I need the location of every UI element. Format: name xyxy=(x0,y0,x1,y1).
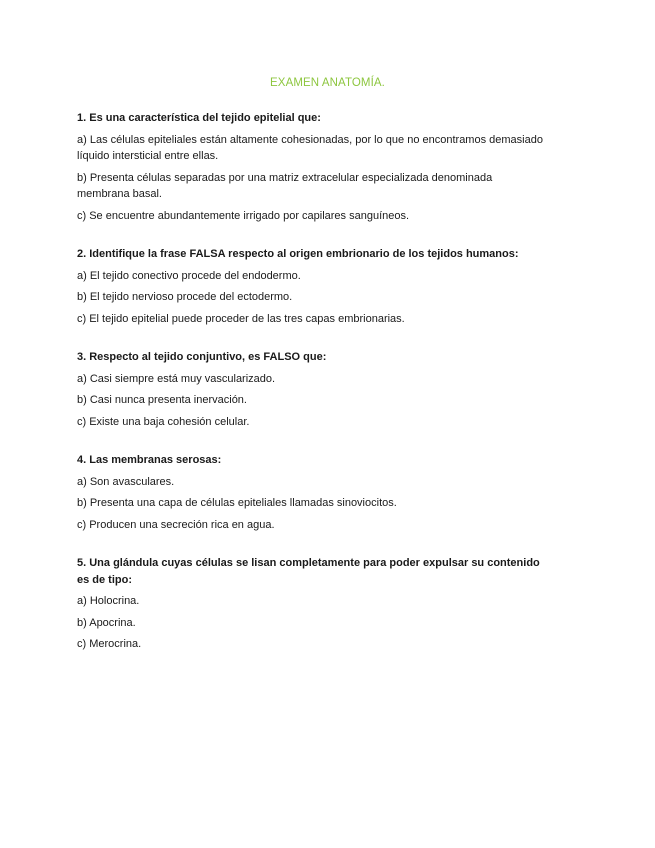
question-text: 4. Las membranas serosas: xyxy=(77,454,222,466)
question-1 xyxy=(77,110,547,224)
questions-list xyxy=(77,110,547,675)
answer-option-a: a) Casi siempre está muy vascularizado. xyxy=(77,372,276,385)
answer-option-c: c) Producen una secreción rica en agua. xyxy=(77,518,275,531)
answer-option-a: a) El tejido conectivo procede del endodermo. xyxy=(77,269,301,282)
answer-option-c: c) Merocrina. xyxy=(77,638,142,650)
answer-option-a: a) Son avasculares. xyxy=(77,475,175,488)
exam-title: EXAMEN ANATOMÍA. xyxy=(270,77,385,89)
answer-option-b: b) Presenta células separadas por una matriz extracelular especializada denominada membrana basal. xyxy=(77,171,493,200)
answer-option-b: b) Apocrina. xyxy=(77,616,136,629)
question-5 xyxy=(77,555,547,653)
answer-option-a: a) Holocrina. xyxy=(77,595,140,607)
question-text: 2. Identifique la frase FALSA respecto al origen embrionario de los tejidos humanos: xyxy=(77,248,519,260)
answer-option-b: b) El tejido nervioso procede del ectodermo. xyxy=(77,291,293,303)
question-text: 5. Una glándula cuyas células se lisan completamente para poder expulsar su contenido es de tipo: xyxy=(77,557,540,586)
answer-option-c: c) Se encuentre abundantemente irrigado por capilares sanguíneos. xyxy=(77,209,410,222)
answer-option-a: a) Las células epiteliales están altamente cohesionadas, por lo que no encontramos demasiado líquido intersticial entre ellas. xyxy=(77,133,543,162)
answer-option-b: b) Casi nunca presenta inervación. xyxy=(77,394,247,406)
question-text: 3. Respecto al tejido conjuntivo, es FALSO que: xyxy=(77,351,327,363)
answer-option-c: c) Existe una baja cohesión celular. xyxy=(77,415,250,428)
question-text: 1. Es una característica del tejido epitelial que: xyxy=(77,112,321,124)
answer-option-c: c) El tejido epitelial puede proceder de las tres capas embrionarias. xyxy=(77,312,405,325)
question-4 xyxy=(77,452,547,533)
answer-option-b: b) Presenta una capa de células epiteliales llamadas sinoviocitos. xyxy=(77,497,397,509)
question-2 xyxy=(77,246,547,327)
question-3 xyxy=(77,349,547,430)
